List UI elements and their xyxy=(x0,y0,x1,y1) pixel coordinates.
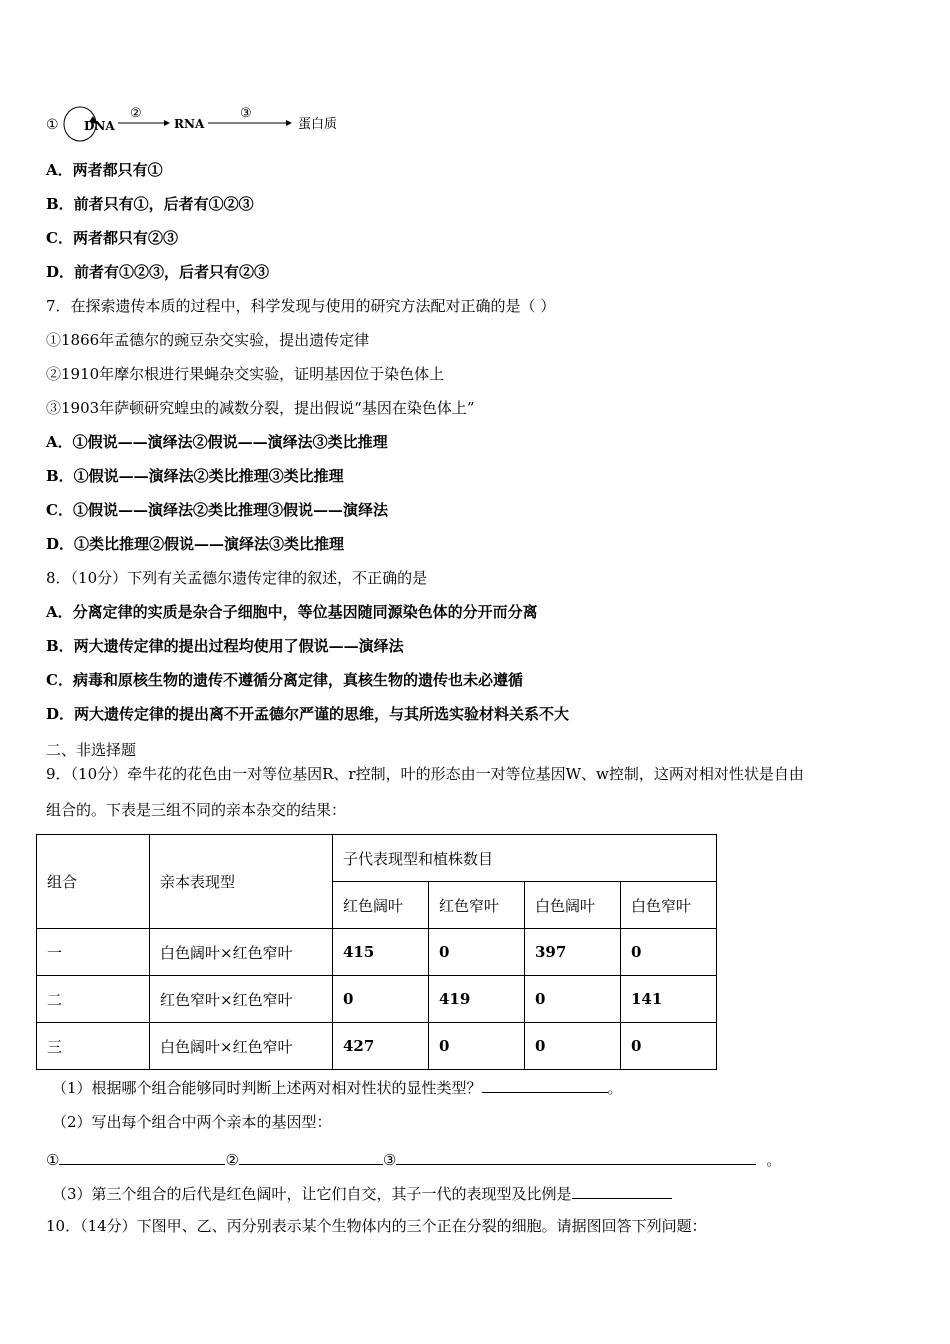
row1-value-3: 397 xyxy=(525,929,621,976)
q9-sub2-answers xyxy=(46,1148,781,1170)
q10-stem: 10．（14分）下图甲、乙、丙分别表示某个生物体内的三个正在分裂的细胞。请据图回答下列问题： xyxy=(46,1217,707,1235)
row1-parent: 白色阔叶×红色窄叶 xyxy=(150,929,333,976)
q9-sub3-line xyxy=(52,1182,672,1204)
q9-sub2-marker-1: ① xyxy=(46,1151,60,1169)
row3-value-3: 0 xyxy=(525,1023,621,1070)
row2-value-3: 0 xyxy=(525,976,621,1023)
q7-item-3: ③1903年萨顿研究蝗虫的减数分裂，提出假说“基因在染色体上” xyxy=(46,399,475,417)
table-row xyxy=(37,976,717,1023)
step2-label: ② xyxy=(130,106,142,121)
q8-option-b: B．两大遗传定律的提出过程均使用了假说——演绎法 xyxy=(46,637,404,655)
row2-parent: 红色窄叶×红色窄叶 xyxy=(150,976,333,1023)
row3-value-1: 427 xyxy=(333,1023,429,1070)
subheader-white-narrow: 白色窄叶 xyxy=(621,882,717,929)
q7-item-1: ①1866年孟德尔的豌豆杂交实验，提出遗传定律 xyxy=(46,331,370,349)
table-header-row xyxy=(37,835,717,882)
q9-sub3-text: （3）第三个组合的后代是红色阔叶，让它们自交，其子一代的表现型及比例是 xyxy=(52,1185,572,1203)
dna-label: DNA xyxy=(84,119,115,133)
row1-value-2: 0 xyxy=(429,929,525,976)
header-group: 组合 xyxy=(37,835,150,929)
row2-group: 二 xyxy=(37,976,150,1023)
rna-label: RNA xyxy=(174,117,205,131)
q9-sub2-marker-3: ③ xyxy=(382,1151,397,1169)
step1-label: ① xyxy=(46,117,59,133)
q9-sub2-end: 。 xyxy=(766,1151,782,1169)
central-dogma-diagram xyxy=(46,104,366,144)
subheader-red-narrow: 红色窄叶 xyxy=(429,882,525,929)
q7-stem: 7．在探索遗传本质的过程中，科学发现与使用的研究方法配对正确的是（ ） xyxy=(46,297,556,315)
q9-stem-line2: 组合的。下表是三组不同的亲本杂交的结果： xyxy=(46,801,347,819)
translation-arrowhead xyxy=(286,120,292,126)
q9-sub1-text: （1）根据哪个组合能够同时判断上述两对相对性状的显性类型？ xyxy=(52,1079,482,1097)
q8-option-c: C．病毒和原核生物的遗传不遵循分离定律，真核生物的遗传也未必遵循 xyxy=(46,671,523,689)
section-heading: 二、非选择题 xyxy=(46,741,137,759)
q7-option-a: A．①假说——演绎法②假说——演绎法③类比推理 xyxy=(46,433,388,451)
row2-value-2: 419 xyxy=(429,976,525,1023)
protein-label: 蛋白质 xyxy=(298,117,338,132)
row1-value-1: 415 xyxy=(333,929,429,976)
central-dogma-svg xyxy=(46,104,366,144)
q9-sub2-blank-2[interactable] xyxy=(239,1148,383,1165)
row3-value-4: 0 xyxy=(621,1023,717,1070)
row3-value-2: 0 xyxy=(429,1023,525,1070)
results-table xyxy=(36,834,717,1070)
q8-option-a: A．分离定律的实质是杂合子细胞中，等位基因随同源染色体的分开而分离 xyxy=(46,603,538,621)
subheader-white-broad: 白色阔叶 xyxy=(525,882,621,929)
q6-option-d: D．前者有①②③，后者只有②③ xyxy=(46,263,270,281)
header-offspring: 子代表现型和植株数目 xyxy=(333,835,717,882)
q9-sub1-line xyxy=(52,1076,623,1098)
row3-parent: 白色阔叶×红色窄叶 xyxy=(150,1023,333,1070)
q6-option-c: C．两者都只有②③ xyxy=(46,229,178,247)
q7-option-d: D．①类比推理②假说——演绎法③类比推理 xyxy=(46,535,345,553)
row2-value-4: 141 xyxy=(621,976,717,1023)
q7-option-c: C．①假说——演绎法②类比推理③假说——演绎法 xyxy=(46,501,388,519)
q9-sub2-blank-3[interactable] xyxy=(396,1148,756,1165)
row3-group: 三 xyxy=(37,1023,150,1070)
q9-sub2-marker-2: ② xyxy=(225,1151,239,1169)
table-row xyxy=(37,929,717,976)
step3-label: ③ xyxy=(240,106,252,121)
table-row xyxy=(37,1023,717,1070)
q9-sub2-text: （2）写出每个组合中两个亲本的基因型： xyxy=(52,1113,332,1131)
transcription-arrowhead xyxy=(164,120,170,126)
header-parent: 亲本表现型 xyxy=(150,835,333,929)
q6-option-b: B．前者只有①，后者有①②③ xyxy=(46,195,254,213)
row1-group: 一 xyxy=(37,929,150,976)
q7-item-2: ②1910年摩尔根进行果蝇杂交实验，证明基因位于染色体上 xyxy=(46,365,445,383)
subheader-red-broad: 红色阔叶 xyxy=(333,882,429,929)
q9-sub1-end: 。 xyxy=(607,1079,623,1097)
q9-sub2-blank-1[interactable] xyxy=(59,1148,225,1165)
q9-stem-line1: 9．（10分）牵牛花的花色由一对等位基因R、r控制，叶的形态由一对等位基因W、w控制，这两对相对性状是自由 xyxy=(46,765,804,783)
q9-sub1-answer-blank[interactable] xyxy=(482,1076,608,1093)
q8-option-d: D．两大遗传定律的提出离不开孟德尔严谨的思维，与其所选实验材料关系不大 xyxy=(46,705,570,723)
row1-value-4: 0 xyxy=(621,929,717,976)
q8-stem: 8．（10分）下列有关孟德尔遗传定律的叙述，不正确的是 xyxy=(46,569,428,587)
q6-option-a: A．两者都只有① xyxy=(46,161,163,179)
row2-value-1: 0 xyxy=(333,976,429,1023)
q9-sub3-answer-blank[interactable] xyxy=(572,1182,672,1199)
q7-option-b: B．①假说——演绎法②类比推理③类比推理 xyxy=(46,467,344,485)
